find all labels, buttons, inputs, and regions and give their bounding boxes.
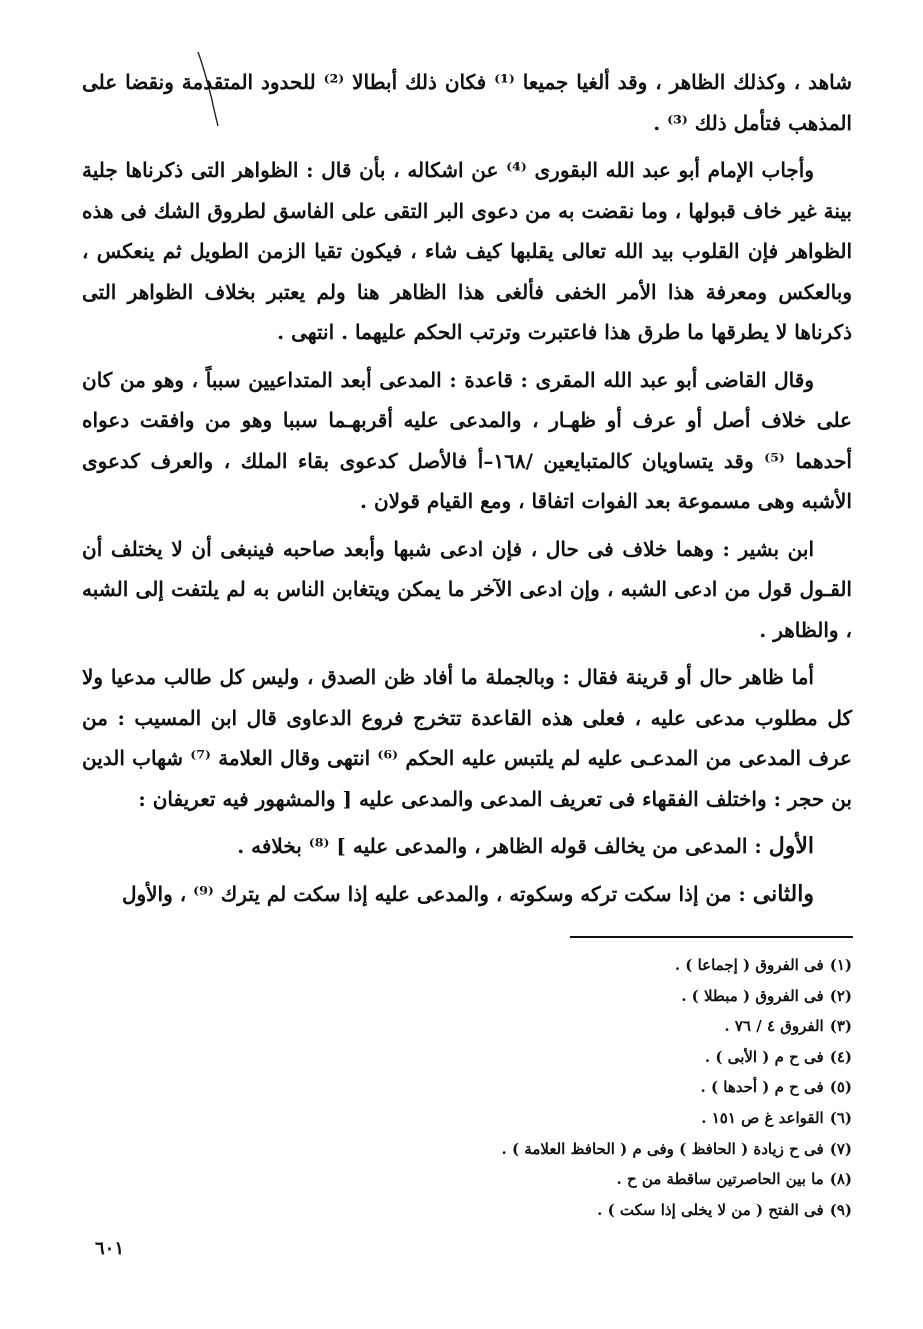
- footnote-1: [82, 950, 852, 981]
- footnote-2: [82, 981, 852, 1012]
- footnote-text: فى الفروق ( مبطلا ) .: [681, 986, 824, 1005]
- definition-term: الأول: [768, 833, 814, 859]
- footnote-5: [82, 1072, 852, 1103]
- definition-first: [82, 826, 852, 867]
- footnote-number: (٨): [829, 1170, 852, 1189]
- footnote-4: [82, 1042, 852, 1073]
- page-number: ٦٠١: [95, 1238, 125, 1259]
- footnote-8: [82, 1164, 852, 1195]
- footnote-text: فى الفروق ( إجماعا ) .: [674, 956, 824, 974]
- footnote-number: (٧): [829, 1139, 852, 1158]
- footnote-number: (٢): [829, 986, 852, 1005]
- footnote-number: (٦): [829, 1108, 852, 1127]
- footnotes: [82, 950, 852, 1225]
- footnote-text: ما بين الحاصرتين ساقطة من ح .: [616, 1170, 824, 1189]
- footnote-number: (٣): [829, 1017, 852, 1036]
- footnote-text: فى ح م ( الأبى ) .: [704, 1047, 824, 1066]
- footnote-number: (٩): [829, 1200, 852, 1219]
- definition-second: [82, 874, 852, 915]
- footnote-9: [82, 1195, 852, 1226]
- footnote-text: القواعد غ ص ١٥١ .: [701, 1108, 824, 1127]
- footnote-text: فى ح م ( أحدها ) .: [700, 1078, 824, 1097]
- definition-text: : المدعى من يخالف قوله الظاهر ، والمدعى عليه ] ⁽⁸⁾ بخلافه .: [237, 834, 762, 858]
- footnote-text: فى ح زيادة ( الحافظ ) وفى م ( الحافظ العلامة ) .: [501, 1139, 824, 1158]
- footnote-separator: [570, 936, 853, 938]
- paragraph-3: وقال القاضى أبو عبد الله المقرى : قاعدة : المدعى أبعد المتداعيين سبباً ، وهو من كان على خلاف أصل أو عرف أو ظهـار ، والمدعى عليه أقربهـما سببا وهو من وافقت دعواه أحدهما ⁽⁵⁾ وقد يتساويان كالمتبايعين /١٦٨–أ فالأصل كدعوى بقاء الملك ، والعرف كدعوى الأشبه وهى مسموعة بعد الفوات اتفاقا ، ومع القيام قولان .: [82, 367, 852, 513]
- paragraph-1: شاهد ، وكذلك الظاهر ، وقد ألغيا جميعا ⁽¹⁾ فكان ذلك أبطالا ⁽²⁾ للحدود المتقدمة ونقضا على المذهب فتأمل ذلك ⁽³⁾ .: [82, 70, 852, 135]
- footnote-number: (٥): [829, 1078, 852, 1097]
- footnote-number: (٤): [829, 1047, 852, 1066]
- definition-text: : من إذا سكت تركه وسكوته ، والمدعى عليه إذا سكت لم يترك ⁽⁹⁾ ، والأول: [121, 881, 746, 906]
- footnote-text: الفروق ٤ / ٧٦ .: [724, 1017, 824, 1036]
- footnote-number: (١): [829, 956, 852, 974]
- footnote-6: [82, 1103, 852, 1134]
- main-text: [82, 62, 852, 921]
- paragraph-4: ابن بشير : وهما خلاف فى حال ، فإن ادعى شبها وأبعد صاحبه فينبغى أن لا يختلف أن القـول قول من ادعى الشبه ، وإن ادعى الآخر ما يمكن ويتغابن الناس به لم يلتفت إلى الشبه ، والظاهر .: [82, 536, 852, 642]
- paragraph-2: وأجاب الإمام أبو عبد الله البقورى ⁽⁴⁾ عن اشكاله ، بأن قال : الظواهر التى ذكرناها جلية بينة غير خاف قبولها ، وما نقضت به من دعوى البر التقى على الفاسق لطروق الشك فى هذه الظواهر فإن القلوب بيد الله تعالى يقلبها كيف شاء ، فيكون تقيا الزمن الطويل ثم ينعكس ، وبالعكس ومعرفة هذا الأمر الخفى فألغى هذا الظاهر هنا ولم يعتبر بخلاف الظواهر التى ذكرناها لا يطرقها ما طرق هذا فاعتبرت وترتب الحكم عليهما . انتهى .: [82, 158, 852, 344]
- footnote-7: [82, 1134, 852, 1165]
- footnote-text: فى الفتح ( من لا يخلى إذا سكت ) .: [597, 1200, 824, 1219]
- paragraph-5: أما ظاهر حال أو قرينة فقال : وبالجملة ما أفاد ظن الصدق ، وليس كل طالب مدعيا ولا كل مطلوب مدعى عليه ، فعلى هذه القاعدة تتخرج فروع الدعاوى قال ابن المسيب : من عرف المدعى من المدعـى عليه لم يلتبس عليه الحكم ⁽⁶⁾ انتهى وقال العلامة ⁽⁷⁾ شهاب الدين بن حجر : واختلف الفقهاء فى تعريف المدعى والمدعى عليه [ والمشهور فيه تعريفان :: [82, 665, 852, 811]
- footnote-3: [82, 1011, 852, 1042]
- definition-term: والثانى: [752, 880, 814, 907]
